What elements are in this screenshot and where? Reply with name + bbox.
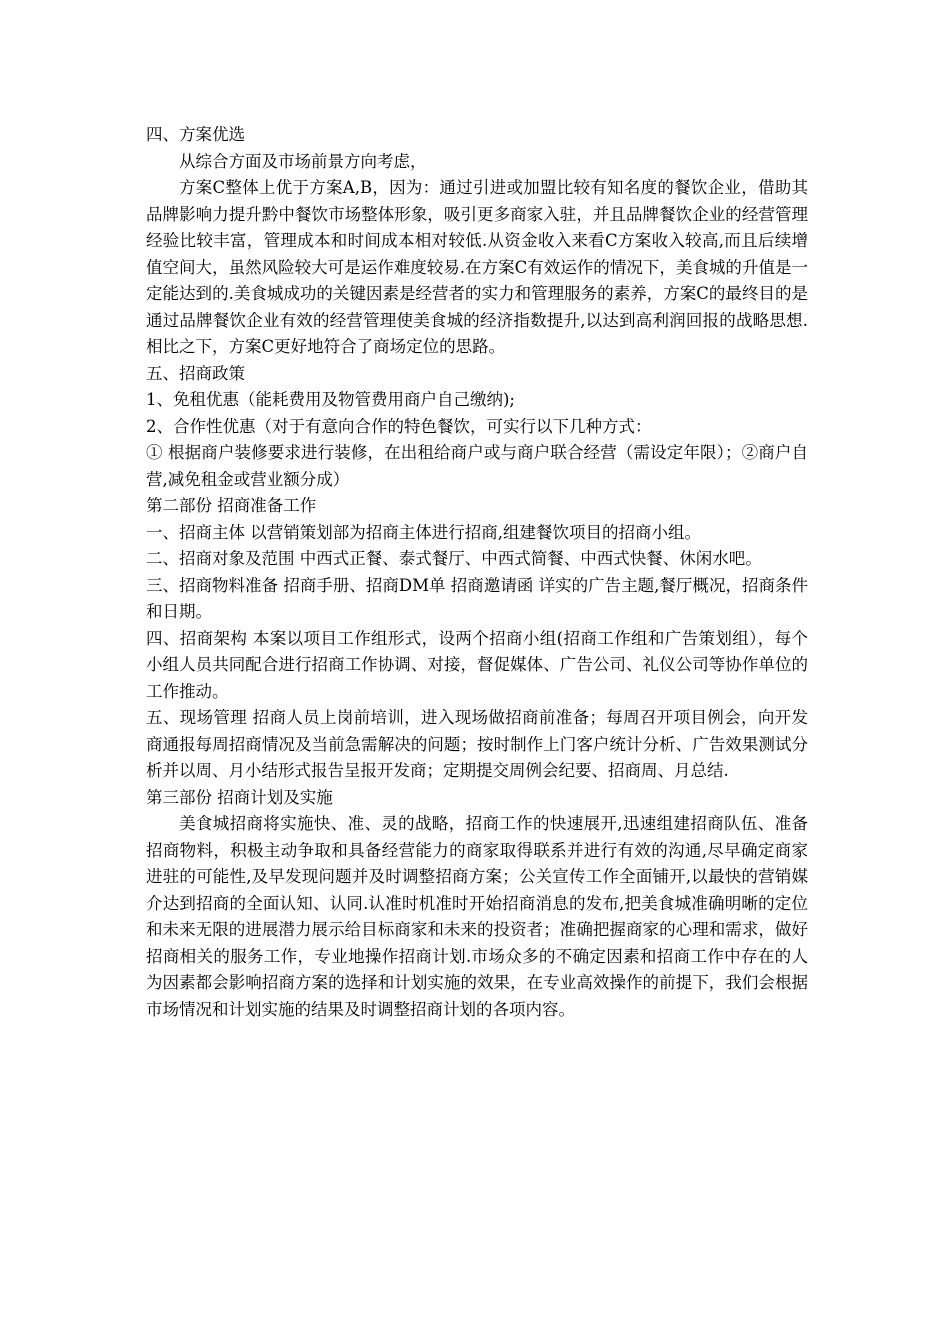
section-5-item-2: 2、合作性优惠（对于有意向合作的特色餐饮，可实行以下几种方式： — [146, 416, 652, 436]
part-2-item-4: 四、招商架构 本案以项目工作组形式，设两个招商小组(招商工作组和广告策划组），每个小组人员共同配合进行招商工作协调、对接，督促媒体、广告公司、礼仪公司等协作单位的工作推动。 — [146, 628, 808, 701]
part-2-item-2: 二、招商对象及范围 中西式正餐、泰式餐厅、中西式简餐、中西式快餐、休闲水吧。 — [146, 549, 762, 568]
section-5-item-1: 1、免租优惠（能耗费用及物管费用商户自己缴纳); — [146, 390, 515, 409]
part-2-item-3: 三、招商物料准备 招商手册、招商DM单 招商邀请函 详实的广告主题,餐厅概况，招商条件和日期。 — [146, 575, 808, 621]
part-2-item-5: 五、现场管理 招商人员上岗前培训，进入现场做招商前准备；每周召开项目例会，向开发商通报每周招商情况及当前急需解决的问题；按时制作上门客户统计分析、广告效果测试分析并以周、月小结形式报告呈报开发商；定期提交周例会纪要、招商周、月总结. — [146, 708, 808, 780]
part-2-heading: 第二部份 招商准备工作 — [146, 496, 317, 515]
part-3-body: 美食城招商将实施快、准、灵的战略，招商工作的快速展开,迅速组建招商队伍、准备招商物料，积极主动争取和具备经营能力的商家取得联系并进行有效的沟通,尽早确定商家进驻的可能性,及早发现问题并及时调整招商方案；公关宣传工作全面铺开,以最快的营销媒介达到招商的全面认知、认同.认准时机准时开始招商消息的发布,把美食城准确明晰的定位和未来无限的进展潜力展示给目标商家和未来的投资者；准确把握商家的心理和需求，做好招商相关的服务工作，专业地操作招商计划.市场众多的不确定因素和招商工作中存在的人为因素都会影响招商方案的选择和计划实施的效果，在专业高效操作的前提下，我们会根据市场情况和计划实施的结果及时调整招商计划的各项内容。 — [146, 814, 808, 1019]
part-3-heading: 第三部份 招商计划及实施 — [146, 787, 333, 807]
section-4-intro: 从综合方面及市场前景方向考虑， — [179, 151, 427, 171]
section-4-heading: 四、方案优选 — [146, 125, 245, 144]
section-5-item-2-detail: ① 根据商户装修要求进行装修，在出租给商户或与商户联合经营（需设定年限）；②商户自营,减免租金或营业额分成） — [146, 443, 808, 489]
part-2-item-1: 一、招商主体 以营销策划部为招商主体进行招商,组建餐饮项目的招商小组。 — [146, 522, 701, 542]
section-4-body: 方案C整体上优于方案A,B，因为：通过引进或加盟比较有知名度的餐饮企业，借助其品牌影响力提升黔中餐饮市场整体形象，吸引更多商家入驻，并且品牌餐饮企业的经营管理经验比较丰富，管理成本和时间成本相对较低.从资金收入来看C方案收入较高,而且后续增值空间大，虽然风险较大可是运作难度较易.在方案C有效运作的情况下，美食城的升值是一定能达到的.美食城成功的关键因素是经营者的实力和管理服务的素养，方案C的最终目的是通过品牌餐饮企业有效的经营管理使美食城的经济指数提升,以达到高利润回报的战略思想.相比之下，方案C更好地符合了商场定位的思路。 — [146, 178, 808, 356]
section-5-heading: 五、招商政策 — [146, 363, 245, 383]
document-page — [146, 122, 808, 1023]
